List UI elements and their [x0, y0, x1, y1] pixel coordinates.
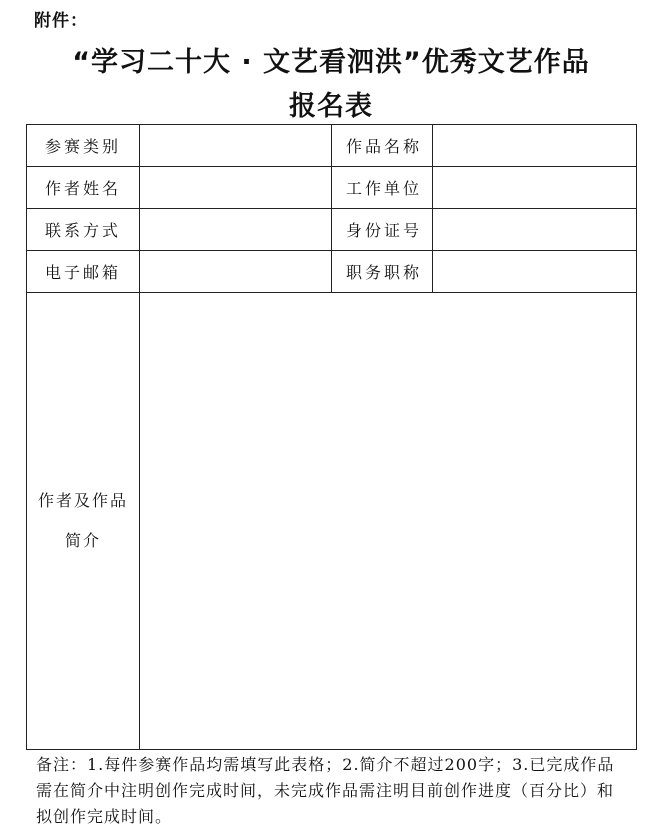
- table-row: [27, 167, 637, 209]
- category-label: 参赛类别: [27, 125, 140, 167]
- table-row: [27, 209, 637, 251]
- table-row: [27, 251, 637, 293]
- id-number-field[interactable]: [433, 209, 637, 251]
- employer-field[interactable]: [433, 167, 637, 209]
- remarks-note: 备注：1.每件参赛作品均需填写此表格；2.简介不超过200字；3.已完成作品需在简介中注明创作完成时间，未完成作品需注明目前创作进度（百分比）和拟创作完成时间。: [36, 755, 615, 826]
- form-title-line2: 报名表: [289, 91, 373, 122]
- position-field[interactable]: [433, 251, 637, 293]
- contact-field[interactable]: [140, 209, 332, 251]
- attachment-label: 附件：: [34, 11, 88, 31]
- position-label: 职务职称: [332, 251, 433, 293]
- contact-label: 联系方式: [27, 209, 140, 251]
- author-name-field[interactable]: [140, 167, 332, 209]
- table-row: [27, 293, 637, 750]
- id-number-label: 身份证号: [332, 209, 433, 251]
- work-title-field[interactable]: [433, 125, 637, 167]
- author-name-label: 作者姓名: [27, 167, 140, 209]
- form-title-line1: “学习二十大 · 文艺看泗洪”优秀文艺作品: [72, 47, 590, 78]
- intro-label: [27, 293, 140, 750]
- email-field[interactable]: [140, 251, 332, 293]
- email-label: 电子邮箱: [27, 251, 140, 293]
- intro-label-line1: 作者及作品: [37, 491, 128, 510]
- employer-label: 工作单位: [332, 167, 433, 209]
- table-row: [27, 125, 637, 167]
- intro-field[interactable]: [140, 293, 637, 750]
- intro-label-line2: 简介: [64, 531, 101, 550]
- registration-form-table: [26, 124, 637, 750]
- work-title-label: 作品名称: [332, 125, 433, 167]
- category-field[interactable]: [140, 125, 332, 167]
